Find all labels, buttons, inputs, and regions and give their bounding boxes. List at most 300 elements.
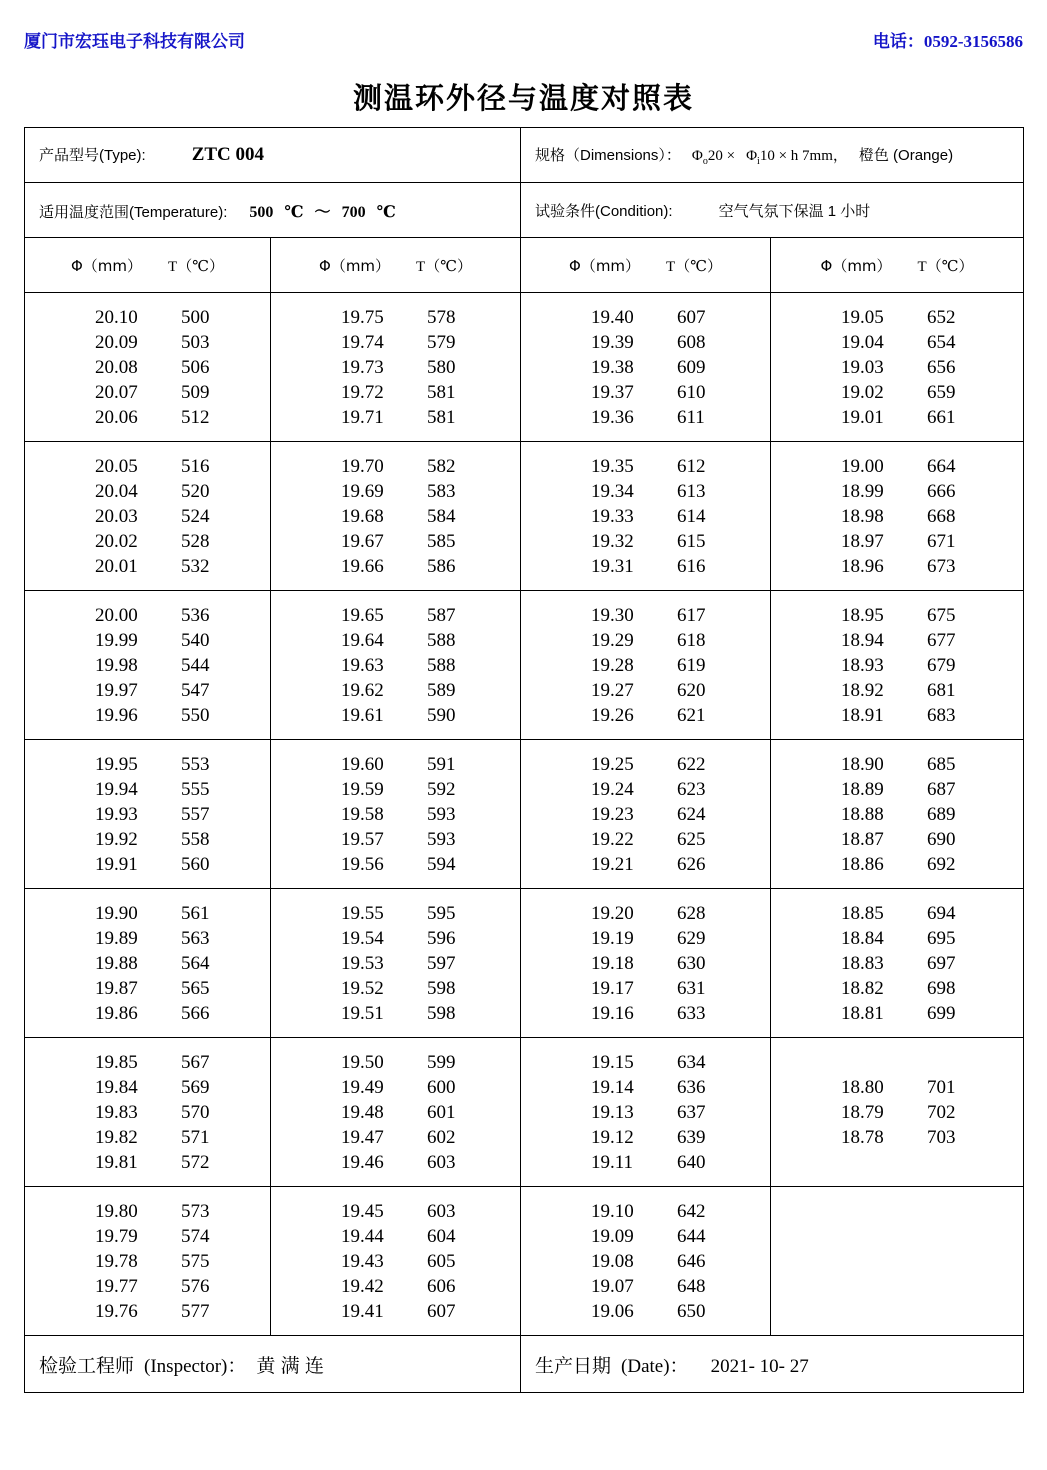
data-row <box>771 827 1023 852</box>
temperature-value: 592 <box>427 779 456 800</box>
data-row <box>25 305 270 330</box>
data-row <box>271 554 520 579</box>
data-row <box>771 777 1023 802</box>
data-row <box>521 504 770 529</box>
data-row <box>271 951 520 976</box>
data-row <box>271 380 520 405</box>
temperature-value: 583 <box>427 481 456 502</box>
temperature-value: 611 <box>677 407 705 428</box>
data-row <box>25 603 270 628</box>
temperature-value: 679 <box>927 655 956 676</box>
data-row <box>521 1299 770 1324</box>
temperature-value: 512 <box>181 407 210 428</box>
diameter-value: 19.42 <box>341 1276 384 1297</box>
temperature-value: 553 <box>181 754 210 775</box>
data-row <box>271 405 520 430</box>
data-row <box>771 901 1023 926</box>
dimensions-label: 规格（Dimensions）： <box>535 146 681 164</box>
data-row <box>271 827 520 852</box>
data-row <box>521 1100 770 1125</box>
diameter-value: 19.81 <box>95 1152 138 1173</box>
diameter-value: 19.48 <box>341 1102 384 1123</box>
dimensions-color: 橙色 (Orange) <box>858 146 954 164</box>
col1-t-header: T（℃） <box>168 258 224 275</box>
diameter-value: 19.97 <box>95 680 138 701</box>
data-row <box>771 852 1023 877</box>
temperature-value: 520 <box>181 481 210 502</box>
diameter-value: 18.86 <box>841 854 884 875</box>
condition-value: 空气气氛下保温 1 小时 <box>718 202 871 220</box>
diameter-value: 19.57 <box>341 829 384 850</box>
temperature-value: 683 <box>927 705 956 726</box>
column-header-4 <box>771 238 1024 293</box>
temperature-value: 661 <box>927 407 956 428</box>
diameter-value: 18.80 <box>841 1077 884 1098</box>
dimensions-phi-outer-subscript: o <box>702 155 708 167</box>
temperature-value: 591 <box>427 754 456 775</box>
temperature-value: 646 <box>677 1251 706 1272</box>
document-header <box>24 26 1023 52</box>
temperature-value: 602 <box>427 1127 456 1148</box>
temperature-value: 614 <box>677 506 706 527</box>
diameter-value: 19.69 <box>341 481 384 502</box>
data-row <box>521 1224 770 1249</box>
diameter-value: 19.06 <box>591 1301 634 1322</box>
data-row <box>271 1199 520 1224</box>
temperature-label: 适用温度范围(Temperature): <box>39 203 228 221</box>
diameter-value: 20.08 <box>95 357 138 378</box>
temperature-value: 702 <box>927 1102 956 1123</box>
temperature-value: 689 <box>927 804 956 825</box>
temperature-value: 584 <box>427 506 456 527</box>
diameter-value: 19.70 <box>341 456 384 477</box>
data-row <box>771 355 1023 380</box>
diameter-value: 19.25 <box>591 754 634 775</box>
data-row <box>25 355 270 380</box>
data-row <box>271 901 520 926</box>
diameter-value: 19.72 <box>341 382 384 403</box>
diameter-value: 19.24 <box>591 779 634 800</box>
diameter-value: 19.96 <box>95 705 138 726</box>
data-cell <box>271 591 521 740</box>
diameter-value: 19.02 <box>841 382 884 403</box>
diameter-value: 18.90 <box>841 754 884 775</box>
diameter-value: 19.12 <box>591 1127 634 1148</box>
data-row <box>271 852 520 877</box>
temperature-value: 586 <box>427 556 456 577</box>
data-row <box>25 504 270 529</box>
data-row <box>271 703 520 728</box>
data-cell <box>25 740 271 889</box>
data-row <box>521 976 770 1001</box>
temperature-value: 572 <box>181 1152 210 1173</box>
data-cell <box>771 442 1024 591</box>
temperature-value: 639 <box>677 1127 706 1148</box>
diameter-value: 18.91 <box>841 705 884 726</box>
data-row <box>25 1274 270 1299</box>
diameter-value: 19.14 <box>591 1077 634 1098</box>
temperature-value: 618 <box>677 630 706 651</box>
info-row-temperature <box>25 183 1024 238</box>
temperature-value: 506 <box>181 357 210 378</box>
data-cell <box>271 442 521 591</box>
data-row <box>771 479 1023 504</box>
data-row <box>25 1100 270 1125</box>
temperature-value: 595 <box>427 903 456 924</box>
diameter-value: 19.79 <box>95 1226 138 1247</box>
date-label-en: (Date)： <box>621 1355 689 1377</box>
data-row <box>521 529 770 554</box>
diameter-value: 18.97 <box>841 531 884 552</box>
column-header-2 <box>271 238 521 293</box>
temperature-value: 668 <box>927 506 956 527</box>
diameter-value: 19.52 <box>341 978 384 999</box>
diameter-value: 19.10 <box>591 1201 634 1222</box>
temperature-value: 570 <box>181 1102 210 1123</box>
diameter-value: 19.82 <box>95 1127 138 1148</box>
type-cell <box>25 128 521 183</box>
diameter-value: 19.44 <box>341 1226 384 1247</box>
diameter-value: 18.92 <box>841 680 884 701</box>
diameter-value: 19.34 <box>591 481 634 502</box>
data-row <box>25 1050 270 1075</box>
data-row <box>771 529 1023 554</box>
temperature-value: 681 <box>927 680 956 701</box>
col2-t-header: T（℃） <box>416 258 472 275</box>
diameter-value: 19.51 <box>341 1003 384 1024</box>
dimensions-outer-value: 20 × <box>707 147 736 164</box>
data-row <box>271 479 520 504</box>
data-cell <box>771 740 1024 889</box>
footer-row <box>25 1336 1024 1393</box>
diameter-value: 20.09 <box>95 332 138 353</box>
data-row <box>271 1125 520 1150</box>
data-row <box>771 330 1023 355</box>
data-row <box>771 305 1023 330</box>
temperature-value: 605 <box>427 1251 456 1272</box>
data-row <box>771 405 1023 430</box>
diameter-value: 19.22 <box>591 829 634 850</box>
temperature-value: 650 <box>677 1301 706 1322</box>
data-row <box>521 380 770 405</box>
data-row <box>25 1001 270 1026</box>
diameter-value: 19.27 <box>591 680 634 701</box>
temperature-value: 664 <box>927 456 956 477</box>
data-row <box>521 678 770 703</box>
diameter-value: 20.07 <box>95 382 138 403</box>
temperature-value: 615 <box>677 531 706 552</box>
diameter-value: 18.96 <box>841 556 884 577</box>
temperature-value: 594 <box>427 854 456 875</box>
diameter-value: 19.23 <box>591 804 634 825</box>
temperature-value: 690 <box>927 829 956 850</box>
temperature-value: 697 <box>927 953 956 974</box>
diameter-value: 19.56 <box>341 854 384 875</box>
diameter-value: 19.21 <box>591 854 634 875</box>
data-row <box>771 603 1023 628</box>
diameter-value: 19.94 <box>95 779 138 800</box>
temperature-value: 656 <box>927 357 956 378</box>
temperature-value: 588 <box>427 655 456 676</box>
data-row <box>25 554 270 579</box>
diameter-value: 19.74 <box>341 332 384 353</box>
diameter-value: 19.61 <box>341 705 384 726</box>
data-row <box>771 554 1023 579</box>
data-row <box>25 380 270 405</box>
data-row <box>25 1249 270 1274</box>
inspector-label-en: (Inspector)： <box>144 1355 247 1377</box>
data-row <box>521 852 770 877</box>
data-row <box>521 1249 770 1274</box>
diameter-value: 19.53 <box>341 953 384 974</box>
temperature-value: 585 <box>427 531 456 552</box>
data-cell <box>25 1187 271 1336</box>
data-row <box>271 678 520 703</box>
diameter-value: 19.20 <box>591 903 634 924</box>
diameter-value: 20.03 <box>95 506 138 527</box>
inspector-label-cn: 检验工程师 <box>39 1355 135 1377</box>
temperature-value: 607 <box>427 1301 456 1322</box>
temperature-value: 621 <box>677 705 706 726</box>
temperature-value: 536 <box>181 605 210 626</box>
data-row <box>771 703 1023 728</box>
column-header-row <box>25 238 1024 293</box>
data-row <box>521 926 770 951</box>
col3-t-header: T（℃） <box>666 258 722 275</box>
diameter-value: 19.18 <box>591 953 634 974</box>
diameter-value: 19.50 <box>341 1052 384 1073</box>
diameter-value: 19.37 <box>591 382 634 403</box>
temperature-value: 574 <box>181 1226 210 1247</box>
data-row <box>521 405 770 430</box>
data-row <box>25 454 270 479</box>
temperature-value: 699 <box>927 1003 956 1024</box>
temperature-value: 573 <box>181 1201 210 1222</box>
diameter-value: 19.85 <box>95 1052 138 1073</box>
temperature-value: 557 <box>181 804 210 825</box>
temperature-value: 571 <box>181 1127 210 1148</box>
temperature-value: 633 <box>677 1003 706 1024</box>
data-row <box>25 827 270 852</box>
diameter-value: 19.36 <box>591 407 634 428</box>
temperature-value: 587 <box>427 605 456 626</box>
temperature-value: 624 <box>677 804 706 825</box>
temperature-value: 579 <box>427 332 456 353</box>
temperature-value: 558 <box>181 829 210 850</box>
temperature-unit-max: ℃ <box>376 203 396 221</box>
company-phone <box>873 27 1023 52</box>
diameter-value: 19.26 <box>591 705 634 726</box>
data-row <box>271 752 520 777</box>
diameter-value: 19.77 <box>95 1276 138 1297</box>
data-row <box>771 926 1023 951</box>
temperature-value: 616 <box>677 556 706 577</box>
diameter-value: 19.65 <box>341 605 384 626</box>
data-cell <box>271 740 521 889</box>
temperature-value: 625 <box>677 829 706 850</box>
diameter-value: 19.11 <box>591 1152 634 1173</box>
data-row <box>771 628 1023 653</box>
diameter-value: 19.99 <box>95 630 138 651</box>
data-group-row <box>25 1038 1024 1187</box>
data-row <box>771 653 1023 678</box>
data-row <box>271 802 520 827</box>
temperature-value: 567 <box>181 1052 210 1073</box>
diameter-value: 18.84 <box>841 928 884 949</box>
diameter-value: 19.15 <box>591 1052 634 1073</box>
temperature-value: 701 <box>927 1077 956 1098</box>
diameter-value: 19.87 <box>95 978 138 999</box>
data-row <box>271 305 520 330</box>
diameter-value: 19.95 <box>95 754 138 775</box>
data-cell <box>771 591 1024 740</box>
data-row <box>521 752 770 777</box>
data-row <box>521 1001 770 1026</box>
temperature-range-tilde: ～ <box>314 203 331 221</box>
diameter-value: 20.06 <box>95 407 138 428</box>
data-row <box>521 628 770 653</box>
temperature-value: 694 <box>927 903 956 924</box>
diameter-value: 19.76 <box>95 1301 138 1322</box>
temperature-value: 687 <box>927 779 956 800</box>
diameter-value: 19.92 <box>95 829 138 850</box>
main-table <box>24 127 1024 1393</box>
diameter-value: 19.73 <box>341 357 384 378</box>
temperature-value: 566 <box>181 1003 210 1024</box>
data-row <box>25 802 270 827</box>
data-cell <box>25 889 271 1038</box>
phone-number: 0592-3156586 <box>923 31 1023 51</box>
data-row <box>271 1075 520 1100</box>
temperature-value: 631 <box>677 978 706 999</box>
data-row <box>271 603 520 628</box>
diameter-value: 18.82 <box>841 978 884 999</box>
data-cell <box>521 442 771 591</box>
diameter-value: 19.08 <box>591 1251 634 1272</box>
temperature-value: 565 <box>181 978 210 999</box>
diameter-value: 18.98 <box>841 506 884 527</box>
company-name: 厦门市宏珏电子科技有限公司 <box>24 31 245 51</box>
diameter-value: 19.67 <box>341 531 384 552</box>
diameter-value: 18.81 <box>841 1003 884 1024</box>
data-row <box>521 1050 770 1075</box>
data-row <box>521 1150 770 1175</box>
diameter-value: 20.00 <box>95 605 138 626</box>
data-row <box>271 355 520 380</box>
diameter-value: 19.01 <box>841 407 884 428</box>
temperature-value: 598 <box>427 978 456 999</box>
temperature-value: 575 <box>181 1251 210 1272</box>
data-row <box>25 951 270 976</box>
data-row <box>271 529 520 554</box>
column-header-3 <box>521 238 771 293</box>
diameter-value: 19.19 <box>591 928 634 949</box>
diameter-value: 19.00 <box>841 456 884 477</box>
temperature-value: 644 <box>677 1226 706 1247</box>
dimensions-phi-inner-symbol: Φ <box>746 147 758 164</box>
data-row <box>25 1150 270 1175</box>
diameter-value: 18.79 <box>841 1102 884 1123</box>
diameter-value: 19.38 <box>591 357 634 378</box>
temperature-value: 599 <box>427 1052 456 1073</box>
diameter-value: 20.02 <box>95 531 138 552</box>
temperature-value: 590 <box>427 705 456 726</box>
diameter-value: 19.03 <box>841 357 884 378</box>
data-row <box>25 1125 270 1150</box>
temperature-value: 666 <box>927 481 956 502</box>
data-row <box>271 454 520 479</box>
temperature-value: 516 <box>181 456 210 477</box>
temperature-value: 603 <box>427 1201 456 1222</box>
data-row <box>25 926 270 951</box>
diameter-value: 20.10 <box>95 307 138 328</box>
info-row-type <box>25 128 1024 183</box>
data-row <box>271 1274 520 1299</box>
temperature-value: 629 <box>677 928 706 949</box>
temperature-value: 581 <box>427 382 456 403</box>
temperature-value: 636 <box>677 1077 706 1098</box>
temperature-value: 589 <box>427 680 456 701</box>
data-row <box>271 628 520 653</box>
data-cell <box>271 1038 521 1187</box>
temperature-value: 563 <box>181 928 210 949</box>
temperature-value: 642 <box>677 1201 706 1222</box>
diameter-value: 19.68 <box>341 506 384 527</box>
diameter-value: 19.04 <box>841 332 884 353</box>
data-group-row <box>25 293 1024 442</box>
data-cell <box>521 740 771 889</box>
data-row <box>771 802 1023 827</box>
diameter-value: 19.17 <box>591 978 634 999</box>
temperature-value: 577 <box>181 1301 210 1322</box>
data-row <box>771 1100 1023 1125</box>
data-row <box>271 1150 520 1175</box>
data-row <box>771 951 1023 976</box>
temperature-value: 600 <box>427 1077 456 1098</box>
diameter-value: 19.91 <box>95 854 138 875</box>
temperature-value: 628 <box>677 903 706 924</box>
diameter-value: 19.13 <box>591 1102 634 1123</box>
diameter-value: 19.16 <box>591 1003 634 1024</box>
data-row <box>271 926 520 951</box>
diameter-value: 18.99 <box>841 481 884 502</box>
diameter-value: 19.30 <box>591 605 634 626</box>
temperature-value: 597 <box>427 953 456 974</box>
temperature-value: 598 <box>427 1003 456 1024</box>
diameter-value: 19.98 <box>95 655 138 676</box>
temperature-max: 700 <box>341 203 366 221</box>
temperature-min: 500 <box>249 203 274 221</box>
diameter-value: 19.88 <box>95 953 138 974</box>
temperature-value: 580 <box>427 357 456 378</box>
data-row <box>271 976 520 1001</box>
diameter-value: 19.31 <box>591 556 634 577</box>
data-cell <box>521 293 771 442</box>
data-row <box>25 479 270 504</box>
type-value: ZTC 004 <box>191 144 265 165</box>
temperature-value: 622 <box>677 754 706 775</box>
data-row <box>25 852 270 877</box>
data-row <box>271 1249 520 1274</box>
temperature-value: 564 <box>181 953 210 974</box>
date-cell <box>521 1336 1024 1393</box>
diameter-value: 19.32 <box>591 531 634 552</box>
data-cell <box>271 1187 521 1336</box>
temperature-value: 677 <box>927 630 956 651</box>
diameter-value: 19.78 <box>95 1251 138 1272</box>
date-value: 2021- 10- 27 <box>710 1355 809 1377</box>
diameter-value: 18.93 <box>841 655 884 676</box>
